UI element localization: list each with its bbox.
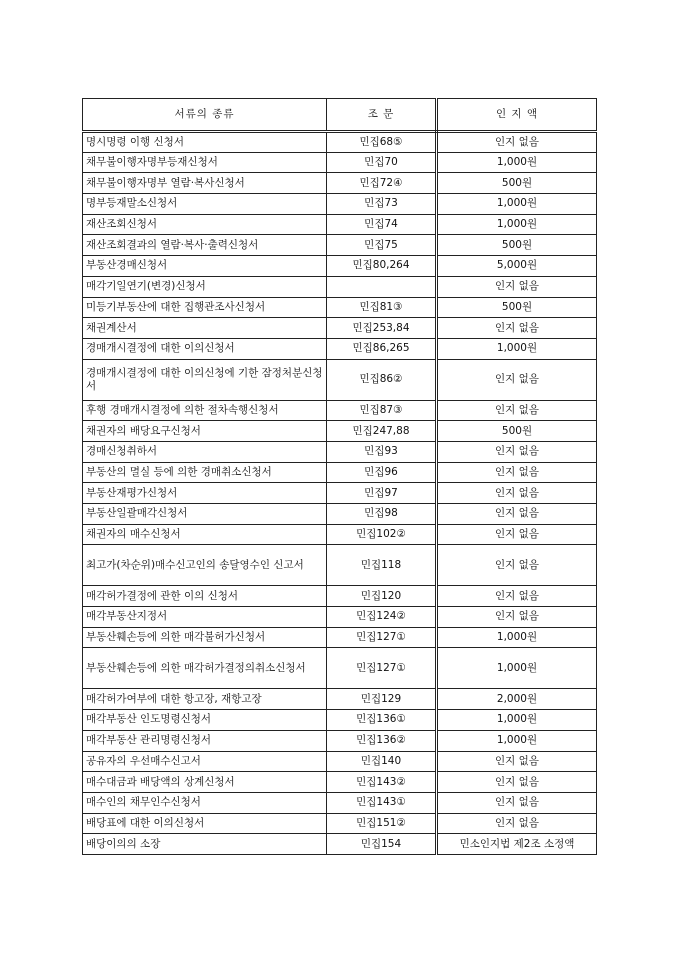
document-type-cell: 미등기부동산에 대한 집행관조사신청서 xyxy=(83,297,327,318)
document-type-cell: 재산조회신청서 xyxy=(83,214,327,235)
article-cell: 민집127① xyxy=(327,648,437,689)
table-row xyxy=(83,297,597,318)
document-type-cell: 채무불이행자명부 열람·복사신청서 xyxy=(83,173,327,194)
table-row xyxy=(83,792,597,813)
table-row xyxy=(83,607,597,628)
document-type-cell: 부동산훼손등에 의한 매각불허가신청서 xyxy=(83,627,327,648)
document-type-cell: 배당표에 대한 이의신청서 xyxy=(83,813,327,834)
article-cell: 민집154 xyxy=(327,834,437,855)
stamp-fee-cell: 1,000원 xyxy=(437,152,597,173)
header-document-type: 서류의 종류 xyxy=(83,99,327,132)
article-cell: 민집129 xyxy=(327,689,437,710)
article-cell: 민집143② xyxy=(327,772,437,793)
document-type-cell: 부동산재평가신청서 xyxy=(83,483,327,504)
document-type-cell: 배당이의의 소장 xyxy=(83,834,327,855)
table-row xyxy=(83,359,597,400)
stamp-fee-cell: 인지 없음 xyxy=(437,132,597,153)
table-row xyxy=(83,648,597,689)
stamp-fee-cell: 인지 없음 xyxy=(437,400,597,421)
document-type-cell: 경매개시결정에 대한 이의신청서 xyxy=(83,338,327,359)
document-type-cell: 명시명령 이행 신청서 xyxy=(83,132,327,153)
table-row xyxy=(83,813,597,834)
table-row xyxy=(83,627,597,648)
stamp-fee-cell: 인지 없음 xyxy=(437,276,597,297)
article-cell: 민집140 xyxy=(327,751,437,772)
stamp-fee-cell: 1,000원 xyxy=(437,627,597,648)
stamp-fee-cell: 인지 없음 xyxy=(437,441,597,462)
table-row xyxy=(83,338,597,359)
stamp-fee-cell: 500원 xyxy=(437,235,597,256)
header-stamp-fee: 인 지 액 xyxy=(437,99,597,132)
table-row xyxy=(83,194,597,215)
article-cell: 민집136② xyxy=(327,730,437,751)
table-row xyxy=(83,586,597,607)
stamp-fee-cell: 인지 없음 xyxy=(437,483,597,504)
article-cell: 민집247,88 xyxy=(327,421,437,442)
stamp-fee-cell: 인지 없음 xyxy=(437,751,597,772)
document-type-cell: 공유자의 우선매수신고서 xyxy=(83,751,327,772)
article-cell: 민집87③ xyxy=(327,400,437,421)
document-type-cell: 부동산경매신청서 xyxy=(83,256,327,277)
table-row xyxy=(83,483,597,504)
header-article: 조 문 xyxy=(327,99,437,132)
article-cell: 민집86,265 xyxy=(327,338,437,359)
article-cell: 민집143① xyxy=(327,792,437,813)
stamp-fee-cell: 1,000원 xyxy=(437,648,597,689)
table-row xyxy=(83,235,597,256)
table-row xyxy=(83,689,597,710)
table-row xyxy=(83,730,597,751)
document-type-cell: 매각부동산 인도명령신청서 xyxy=(83,710,327,731)
article-cell: 민집81③ xyxy=(327,297,437,318)
article-cell: 민집136① xyxy=(327,710,437,731)
stamp-fee-cell: 5,000원 xyxy=(437,256,597,277)
article-cell: 민집118 xyxy=(327,545,437,586)
document-type-cell: 채권자의 배당요구신청서 xyxy=(83,421,327,442)
article-cell xyxy=(327,276,437,297)
stamp-fee-cell: 1,000원 xyxy=(437,338,597,359)
document-type-cell: 경매신청취하서 xyxy=(83,441,327,462)
stamp-fee-cell: 인지 없음 xyxy=(437,318,597,339)
table-row xyxy=(83,772,597,793)
article-cell: 민집74 xyxy=(327,214,437,235)
article-cell: 민집124② xyxy=(327,607,437,628)
stamp-fee-cell: 인지 없음 xyxy=(437,792,597,813)
article-cell: 민집93 xyxy=(327,441,437,462)
stamp-fee-cell: 1,000원 xyxy=(437,730,597,751)
document-type-cell: 부동산의 멸실 등에 의한 경매취소신청서 xyxy=(83,462,327,483)
stamp-fee-cell: 1,000원 xyxy=(437,214,597,235)
article-cell: 민집70 xyxy=(327,152,437,173)
stamp-fee-cell: 1,000원 xyxy=(437,710,597,731)
table-row xyxy=(83,462,597,483)
document-type-cell: 채권계산서 xyxy=(83,318,327,339)
table-row xyxy=(83,400,597,421)
article-cell: 민집80,264 xyxy=(327,256,437,277)
table-row xyxy=(83,318,597,339)
stamp-fee-table xyxy=(82,98,597,855)
document-type-cell: 채권자의 매수신청서 xyxy=(83,524,327,545)
table-row xyxy=(83,710,597,731)
stamp-fee-cell: 인지 없음 xyxy=(437,545,597,586)
stamp-fee-cell: 인지 없음 xyxy=(437,524,597,545)
table-row xyxy=(83,751,597,772)
table-row xyxy=(83,276,597,297)
document-type-cell: 채무불이행자명부등재신청서 xyxy=(83,152,327,173)
document-type-cell: 매각허가여부에 대한 항고장, 재항고장 xyxy=(83,689,327,710)
table-row xyxy=(83,524,597,545)
article-cell: 민집68⑤ xyxy=(327,132,437,153)
article-cell: 민집151② xyxy=(327,813,437,834)
document-type-cell: 경매개시결정에 대한 이의신청에 기한 잠정처분신청서 xyxy=(83,359,327,400)
document-type-cell: 후행 경매개시결정에 의한 절차속행신청서 xyxy=(83,400,327,421)
stamp-fee-cell: 인지 없음 xyxy=(437,359,597,400)
table-row xyxy=(83,545,597,586)
article-cell: 민집253,84 xyxy=(327,318,437,339)
stamp-fee-cell: 인지 없음 xyxy=(437,504,597,525)
stamp-fee-cell: 500원 xyxy=(437,421,597,442)
document-type-cell: 재산조회결과의 열람·복사·출력신청서 xyxy=(83,235,327,256)
table-row xyxy=(83,152,597,173)
stamp-fee-cell: 1,000원 xyxy=(437,194,597,215)
document-type-cell: 매각부동산 관리명령신청서 xyxy=(83,730,327,751)
article-cell: 민집86② xyxy=(327,359,437,400)
stamp-fee-cell: 500원 xyxy=(437,297,597,318)
stamp-fee-cell: 2,000원 xyxy=(437,689,597,710)
document-type-cell: 부동산일괄매각신청서 xyxy=(83,504,327,525)
article-cell: 민집120 xyxy=(327,586,437,607)
document-type-cell: 매각기일연기(변경)신청서 xyxy=(83,276,327,297)
document-type-cell: 최고가(차순위)매수신고인의 송달영수인 신고서 xyxy=(83,545,327,586)
article-cell: 민집127① xyxy=(327,627,437,648)
table-row xyxy=(83,173,597,194)
document-type-cell: 매수대금과 배당액의 상계신청서 xyxy=(83,772,327,793)
document-type-cell: 매각부동산지정서 xyxy=(83,607,327,628)
document-type-cell: 명부등재말소신청서 xyxy=(83,194,327,215)
article-cell: 민집102② xyxy=(327,524,437,545)
table-row xyxy=(83,504,597,525)
table-row xyxy=(83,256,597,277)
document-type-cell: 매각허가결정에 관한 이의 신청서 xyxy=(83,586,327,607)
article-cell: 민집73 xyxy=(327,194,437,215)
stamp-fee-cell: 인지 없음 xyxy=(437,772,597,793)
article-cell: 민집96 xyxy=(327,462,437,483)
document-type-cell: 부동산훼손등에 의한 매각허가결정의취소신청서 xyxy=(83,648,327,689)
table-row xyxy=(83,132,597,153)
article-cell: 민집75 xyxy=(327,235,437,256)
stamp-fee-cell: 인지 없음 xyxy=(437,607,597,628)
article-cell: 민집72④ xyxy=(327,173,437,194)
stamp-fee-cell: 인지 없음 xyxy=(437,813,597,834)
stamp-fee-cell: 민소인지법 제2조 소정액 xyxy=(437,834,597,855)
document-type-cell: 매수인의 채무인수신청서 xyxy=(83,792,327,813)
table-row xyxy=(83,421,597,442)
table-row xyxy=(83,834,597,855)
table-row xyxy=(83,214,597,235)
article-cell: 민집98 xyxy=(327,504,437,525)
stamp-fee-cell: 인지 없음 xyxy=(437,586,597,607)
stamp-fee-cell: 인지 없음 xyxy=(437,462,597,483)
table-header-row xyxy=(83,99,597,132)
stamp-fee-cell: 500원 xyxy=(437,173,597,194)
article-cell: 민집97 xyxy=(327,483,437,504)
table-row xyxy=(83,441,597,462)
